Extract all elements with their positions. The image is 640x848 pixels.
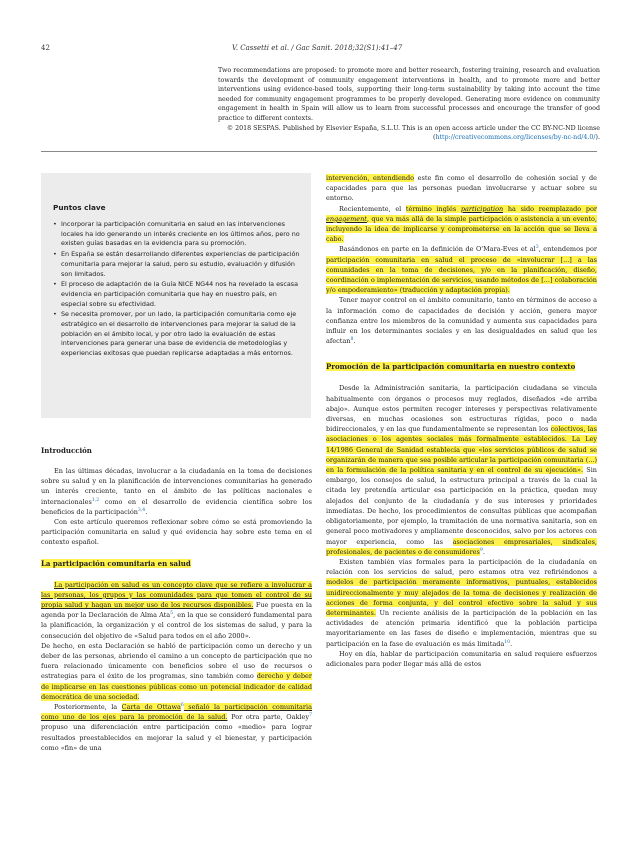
reference-link[interactable]: 10 [504,639,511,645]
paragraph: Desde la Administración sanitaria, la participación ciudadana se vincula habitualmente con órganos o procesos muy reglados, diseñados «de arriba abajo». Aunque estos permiten recoger intereses y perspectivas relativamente diversas, en muchas ocasiones son estructuras rígidas, poco o nada bidireccionales, y en las que fundamentalmente se representan los colectivos, las asociaciones o los agentes sociales más formalmente establecidos. La Ley 14/1986 General de Sanidad establecía que «los servicios públicos de salud se organizarán de manera que sea posible articular la participación comunitaria (...) en la formulación de la política sanitaria y en el control de su ejecución». Sin embargo, los consejos de salud, la estructura principal a través de la cual la citada ley pretendía articular esa participación en la práctica, quedan muy alejados del conjunto de la ciudadanía y de sus intereses y prioridades inmediatas. De hecho, los procedimientos de consultas públicas que acompañan obligatoriamente, por ejemplo, la tramitación de una normativa sanitaria, son en general poco motivadores y ampliamente desconocidos, salvo por los actores con mayor experiencia, como las asociaciones empresariales, sindicales, profesionales, de pacientes o de consumidores$^9$. [326,384,598,556]
paragraph: De hecho, en esta Declaración se habló de participación como un derecho y un deber de las personas, abriendo el camino a un concepto de participación que no fuera relacionado únicamente con beneficios sobre el uso de recursos o estrategias para el éxito de los programas, sino también como derecho y deber de implicarse en las cuestiones públicas como un potencial indicador de calidad democrática de una sociedad. [41,641,312,701]
key-point-item: • Incorporar la participación comunitaria en salud en las intervenciones locales ha ido generando un interés creciente en los últimos años, pero no existen guías basadas en la evidencia para su promoción. [53,220,303,249]
reference-link[interactable]: 5 [170,611,174,617]
highlight: derecho y deber de implicarse en las cuestiones públicas como un potencial indicador de calidad democrática de una sociedad. [41,672,312,701]
highlight: asociaciones empresariales, sindicales, profesionales, de pacientes o de consumidores [326,537,597,556]
section-heading-promotion: Promoción de la participación comunitaria en nuestro contexto [326,362,576,372]
key-points-list [41,220,311,359]
key-points-title: Puntos clave [53,203,106,212]
license-link[interactable]: http://creativecommons.org/licenses/by-nc-nd/4.0/ [435,134,596,142]
highlight: Carta de Ottawa [121,703,181,712]
paragraph: intervención, entendiendo este fin como el desarrollo de cohesión social y de capacidades para que las personas puedan involucrarse y actuar sobre su entorno. [326,174,597,203]
highlight: , que va más allá de la simple participación o asistencia a un evento, incluyendo la idea de implicarse y comprometerse en la acción que se lleva a cabo. [326,214,597,244]
reference-link[interactable]: 3 [535,245,539,251]
section-heading-intro: Introducción [41,446,92,455]
paragraph: Con este artículo queremos reflexionar sobre cómo se está promoviendo la participación comunitaria en salud y qué evidencia hay sobre este tema en el contexto español. [41,518,312,547]
reference-link[interactable]: 8 [350,337,354,343]
paragraph: Hoy en día, hablar de participación comunitaria en salud requiere esfuerzos adicionales para poder llegar más allá de estos [326,649,597,668]
paragraph: Recientemente, el término inglés participation ha sido reemplazado por engagement, que va más allá de la simple participación o asistencia a un evento, incluyendo la idea de implicarse y comprometerse en la acción que se lleva a cabo. [326,204,597,244]
left-column [41,446,312,753]
highlight: colectivos, las asociaciones o los agentes sociales más formalmente establecidos. La Ley 14/1986 General de Sanidad establecía que «los servicios públicos de salud se organizarán de manera que sea posible articular la participación comunitaria (...) en la formulación de la política sanitaria y en el control de su ejecución». [326,425,598,475]
key-point-item: • En España se están desarrollando diferentes experiencias de participación comunitaria para mejorar la salud, pero su estudio, evaluación y difusión son limitados. [53,250,303,279]
running-citation: V. Cassetti et al. / Gac Sanit. 2018;32(S1):41–47 [232,44,403,52]
paragraph: Tener mayor control en el ámbito comunitario, tanto en términos de acceso a la información como de capacidades de decisión y acción, genera mayor confianza entre los miembros de la comunidad y aumenta sus capacidades para influir en los determinantes sociales y en las desigualdades en salud que les afectan$^8$. [326,296,597,346]
key-points-box [41,173,311,418]
highlight: participación comunitaria en salud el proceso de «involucrar [...] a las comunidades en la toma de decisiones, y/o en la planificación, diseño, coordinación o implementación de servicios, usando métodos de [...] colaboración y/o empoderamiento» (traducción y adaptación propia). [326,255,597,295]
page-number: 42 [41,44,50,52]
divider-top [41,151,597,152]
highlight: La participación en salud es un concepto clave que se refiere a involucrar a las personas, los grupos y las comunidades para que tomen el control de su propia salud y hagan un mejor uso de los recursos disponibles. [41,580,312,610]
abstract-text: Two recommendations are proposed: to promote more and better research, fostering training, research and evaluation towards the development of community engagement interventions in health, and to promote more and better interventions using evidence-based tools, supporting their long-term sustainability by taking into account the time needed for community engagement programmes to be properly developed. Generating more evidence on community engagement in health in Spain will allow us to learn from successful processes and encourage the transfer of good practice to different contexts. [218,67,600,122]
paragraph: La participación en salud es un concepto clave que se refiere a involucrar a las personas, los grupos y las comunidades para que tomen el control de su propia salud y hagan un mejor uso de los recursos disponibles. Fue puesta en la agenda por la Declaración de Alma Ata$^5$, en la que se consideró fundamental para la planificación, la organización y el control de los sistemas de salud, y para la consecución del objetivo de «Salud para todos en el año 2000». [41,580,312,640]
highlight: intervención, entendiendo [326,174,415,182]
abstract [218,66,600,143]
reference-link[interactable]: 9 [479,547,483,553]
section-heading-participation: La participación comunitaria en salud [41,558,191,568]
paragraph: Basándonos en parte en la definición de O'Mara-Eves et $al^3$, entendemos por participación comunitaria en salud el proceso de «involucrar [...] a las comunidades en la toma de decisiones, y/o en la planificación, diseño, coordinación o implementación de servicios, usando métodos de [...] colaboración y/o empoderamiento» (traducción y adaptación propia). [326,245,597,295]
reference-link[interactable]: 6 [180,702,184,708]
license-line: © 2018 SESPAS. Published by Elsevier España, S.L.U. This is an open access article under the CC BY-NC-ND license (http://creativecommons.org/licenses/by-nc-nd/4.0/). [226,124,600,142]
key-point-item: • El proceso de adaptación de la Guía NICE NG44 nos ha revelado la escasa evidencia en participación comunitaria que hay en nuestro país, en especial sobre su efectividad. [53,280,303,309]
paragraph: Existen también vías formales para la participación de la ciudadanía en relación con los servicios de salud, pero estamos otra vez refiriéndonos a modelos de participación meramente informativos, puntuales, establecidos unidireccionalmente y muy alejados de la toma de decisiones y realización de acciones de forma conjunta, y del control efectivo sobre la salud y sus determinantes. Un reciente análisis de la participación de la población en las actividades de atención primaria identificó que la población participa mayoritariamente en las fases de diseño e implementación, mientras que su participación en la fase de evaluación es más limitada$^{10}$. [326,557,597,648]
paragraph: En las últimas décadas, involucrar a la ciudadanía en la toma de decisiones sobre su salud y en la planificación de intervenciones comunitarias ha generado un interés creciente, tanto en el ámbito de las políticas nacionales e internacionales$^{1,2}$ como en el desarrollo de evidencia científica sobre los beneficios de la participación$^{3,4}$. [41,467,312,516]
highlight: modelos de participación meramente informativos, puntuales, establecidos unidireccionalmente y muy alejados de la toma de decisiones y realización de acciones de forma conjunta, y del control efectivo sobre la salud y sus determinantes. [326,578,597,617]
reference-link[interactable]: 7 [309,713,312,719]
paragraph: Posteriormente, la Carta de Ottawa$^6$ señaló la participación comunitaria como uno de los ejes para la promoción de la salud. Por otra parte, Oakley$^7$ propuso una diferenciación entre participación como «medio» para lograr resultados preestablecidos en mejorar la salud y el bienestar, y participación como «fin» de una [41,702,312,752]
highlight: señaló la participación comunitaria como uno de los ejes para la promoción de la salud. [41,703,312,722]
reference-link[interactable]: 3,4 [137,507,146,513]
reference-link[interactable]: 1,2 [91,497,100,503]
right-column [326,173,597,669]
key-point-item: • Se necesita promover, por un lado, la participación comunitaria como eje estratégico en el desarrollo de intervenciones para mejorar la salud de la población en el ámbito local, y por otro lado la evaluación de estas intervenciones para generar una base de evidencia de metodologías y experiencias exitosas que puedan replicarse adaptadas a más entornos. [53,310,303,359]
